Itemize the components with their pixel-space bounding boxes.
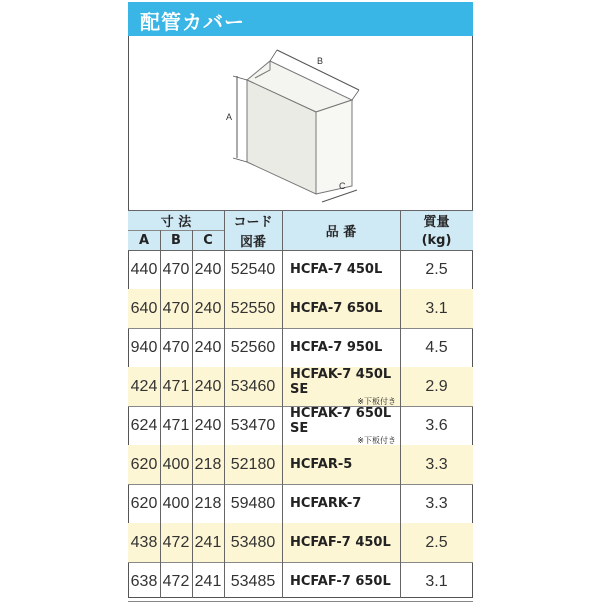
part-note: ※下板付き <box>357 435 396 445</box>
cell-code: 53460 <box>230 377 276 395</box>
part-number: HCFAF-7 650L <box>290 574 391 589</box>
part-note: ※下板付き <box>357 396 396 406</box>
cell-a: 424 <box>130 377 158 395</box>
header-sub-rule <box>128 230 224 231</box>
part-number: HCFA-7 650L <box>290 301 383 316</box>
cell-c: 241 <box>194 572 222 590</box>
cell-weight: 3.1 <box>425 299 448 317</box>
table-top-rule <box>128 210 473 211</box>
col-rule-a <box>160 230 161 598</box>
cell-b: 471 <box>162 416 190 434</box>
cell-a: 438 <box>130 533 158 551</box>
cell-code: 52550 <box>230 299 276 317</box>
cell-code: 53470 <box>230 416 276 434</box>
part-number-cell <box>282 289 400 328</box>
cell-a: 620 <box>130 455 158 473</box>
cell-c: 240 <box>194 260 222 278</box>
cell-a: 624 <box>130 416 158 434</box>
header-part-number: 品 番 <box>325 224 357 240</box>
cell-weight: 2.5 <box>425 533 448 551</box>
table-row <box>128 562 473 601</box>
header-weight-line2: (kg) <box>421 232 452 248</box>
header-code-line2: 図番 <box>239 234 266 250</box>
table-row <box>128 406 473 445</box>
table-row <box>128 445 473 484</box>
table-row <box>128 367 473 406</box>
part-number: HCFAK-7 650L SE <box>290 405 392 436</box>
cell-c: 218 <box>194 455 222 473</box>
part-number: HCFA-7 950L <box>290 340 383 355</box>
cell-b: 400 <box>162 494 190 512</box>
cell-b: 470 <box>162 338 190 356</box>
part-number: HCFAK-7 450L SE <box>290 366 392 397</box>
cell-weight: 2.9 <box>425 377 448 395</box>
cell-b: 471 <box>162 377 190 395</box>
part-number-cell <box>282 328 400 367</box>
cell-weight: 3.3 <box>425 455 448 473</box>
cell-a: 620 <box>130 494 158 512</box>
part-number-cell <box>282 523 400 562</box>
cell-a: 640 <box>130 299 158 317</box>
cell-code: 53485 <box>230 572 276 590</box>
product-illustration <box>129 36 472 210</box>
header-weight-line1: 質量 <box>423 214 450 230</box>
page-title: 配管カバー <box>140 10 245 34</box>
cell-code: 52180 <box>230 455 276 473</box>
col-rule-code <box>282 210 283 598</box>
header-a: A <box>138 232 150 248</box>
dimension-c-label: C <box>339 181 346 191</box>
cell-c: 218 <box>194 494 222 512</box>
part-number: HCFARK-7 <box>290 496 362 511</box>
cell-b: 472 <box>162 572 190 590</box>
table-row <box>128 484 473 523</box>
part-number-cell <box>282 367 400 406</box>
cell-weight: 3.3 <box>425 494 448 512</box>
cell-weight: 4.5 <box>425 338 448 356</box>
table-row <box>128 523 473 562</box>
header-b: B <box>171 232 181 248</box>
part-number: HCFAR-5 <box>290 457 353 472</box>
cell-b: 470 <box>162 299 190 317</box>
header-c: C <box>203 232 213 248</box>
table-row <box>128 328 473 367</box>
title-bar <box>128 2 473 36</box>
header-dimensions: 寸 法 <box>160 214 192 230</box>
table-row <box>128 289 473 328</box>
cell-b: 470 <box>162 260 190 278</box>
cell-a: 638 <box>130 572 158 590</box>
cell-code: 59480 <box>230 494 276 512</box>
part-number: HCFAF-7 450L <box>290 535 391 550</box>
cell-a: 940 <box>130 338 158 356</box>
header-bottom-rule <box>128 250 473 251</box>
cell-c: 240 <box>194 299 222 317</box>
cell-b: 472 <box>162 533 190 551</box>
cell-c: 240 <box>194 377 222 395</box>
cell-weight: 2.5 <box>425 260 448 278</box>
cell-a: 440 <box>130 260 158 278</box>
header-code-line1: コード <box>233 214 273 230</box>
cell-b: 400 <box>162 455 190 473</box>
cell-code: 52540 <box>230 260 276 278</box>
cell-weight: 3.1 <box>425 572 448 590</box>
dimension-a-label: A <box>226 112 233 122</box>
part-number-cell <box>282 484 400 523</box>
cell-c: 240 <box>194 338 222 356</box>
col-rule-b <box>192 230 193 598</box>
part-number-cell <box>282 406 400 445</box>
cell-c: 241 <box>194 533 222 551</box>
cell-code: 53480 <box>230 533 276 551</box>
cell-weight: 3.6 <box>425 416 448 434</box>
part-number: HCFA-7 450L <box>290 262 383 277</box>
part-number-cell <box>282 562 400 601</box>
col-rule-part <box>400 210 401 598</box>
table-row <box>128 250 473 289</box>
col-rule-c <box>224 210 225 598</box>
dimension-b-label: B <box>317 56 324 66</box>
cell-code: 52560 <box>230 338 276 356</box>
part-number-cell <box>282 250 400 289</box>
part-number-cell <box>282 445 400 484</box>
cell-c: 240 <box>194 416 222 434</box>
